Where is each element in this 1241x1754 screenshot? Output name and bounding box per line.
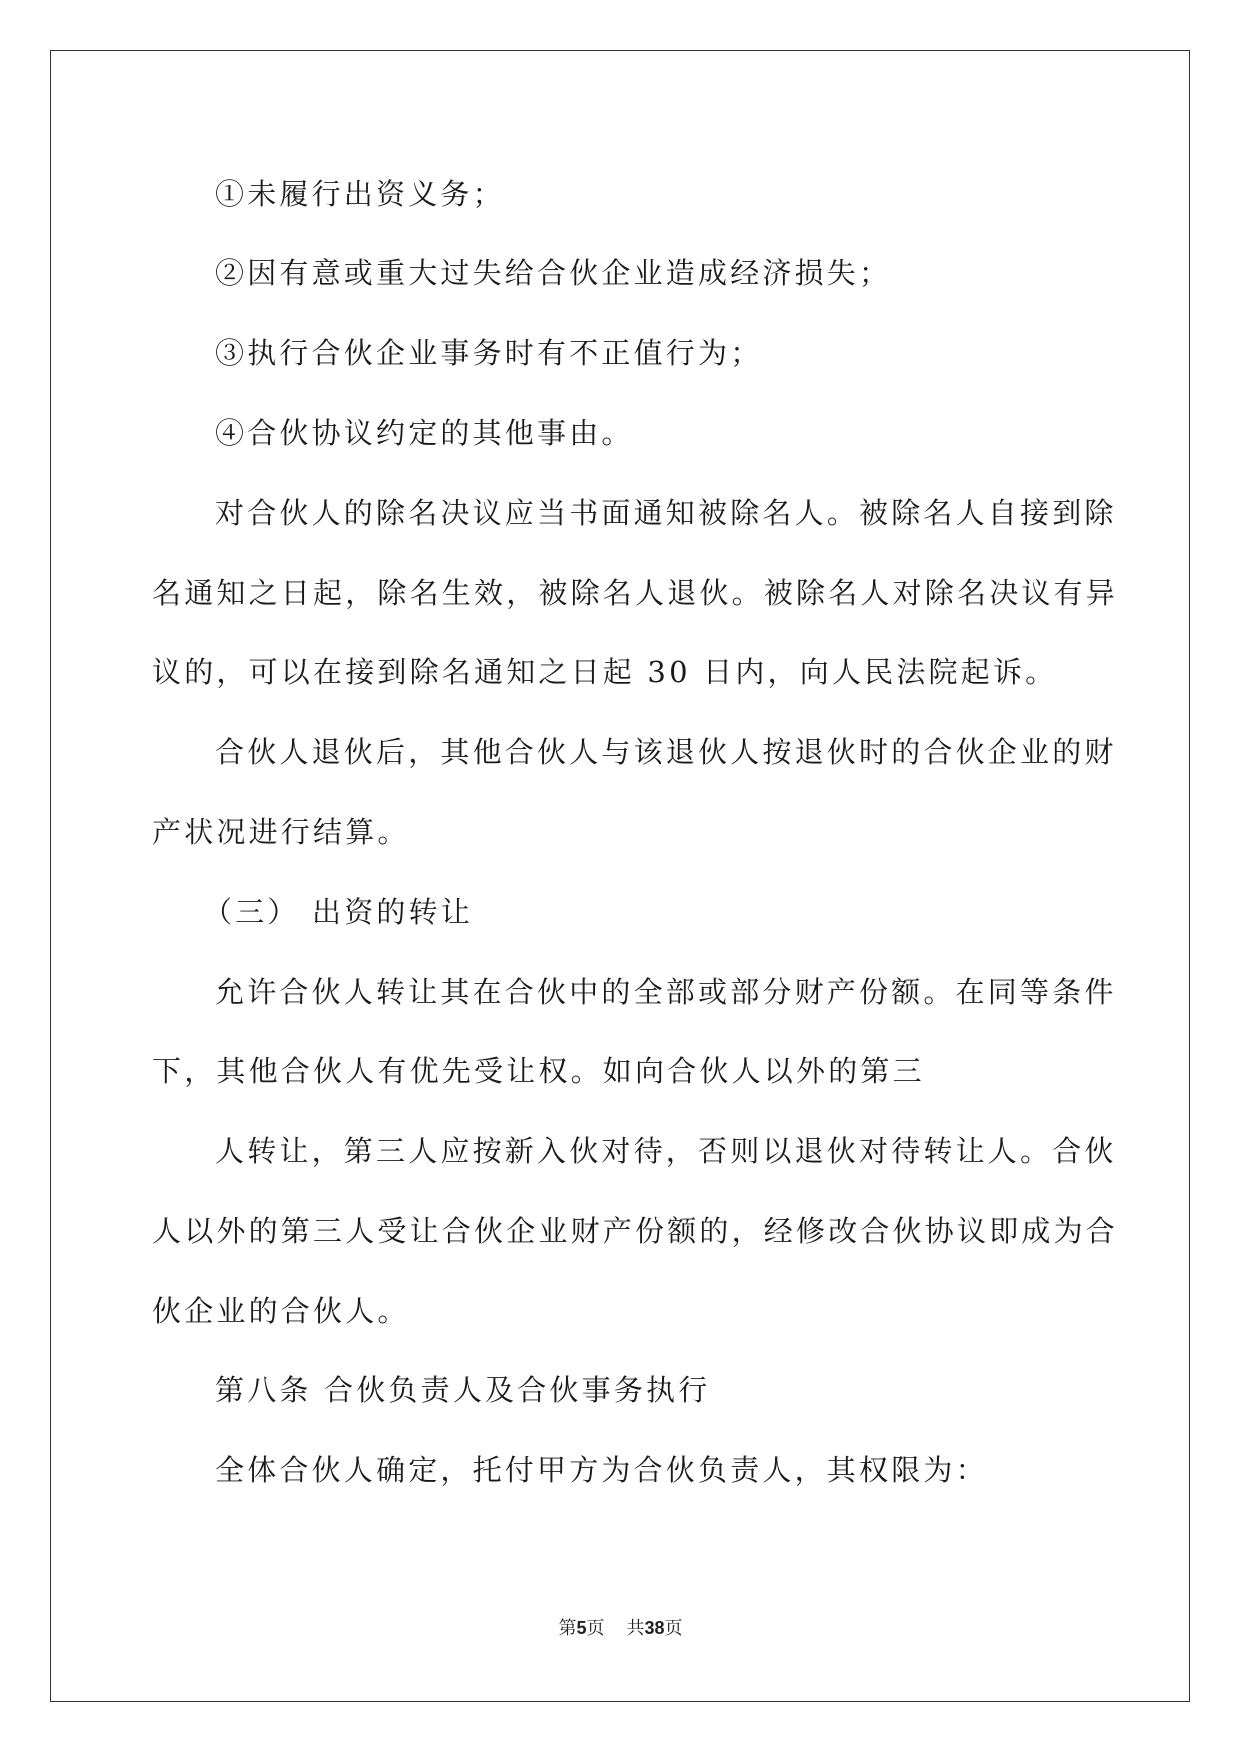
footer-page-prefix: 第 — [558, 1618, 577, 1639]
paragraph-line: 人以外的第三人受让合伙企业财产份额的，经修改合伙协议即成为合 — [152, 1214, 1119, 1248]
footer-page-suffix: 页 — [586, 1618, 605, 1639]
paragraph-line: 对合伙人的除名决议应当书面通知被除名人。被除名人自接到除 — [215, 496, 1117, 530]
paragraph-line: 全体合伙人确定，托付甲方为合伙负责人，其权限为： — [215, 1453, 988, 1487]
section-heading: （三） 出资的转让 — [203, 895, 474, 929]
paragraph-line: 下，其他合伙人有优先受让权。如向合伙人以外的第三 — [152, 1054, 925, 1088]
paragraph-line: 人转让，第三人应按新入伙对待，否则以退伙对待转让人。合伙 — [215, 1134, 1117, 1168]
list-item-1: ①未履行出资义务； — [215, 177, 505, 211]
paragraph-line: 允许合伙人转让其在合伙中的全部或部分财产份额。在同等条件 — [215, 975, 1117, 1009]
list-item-2: ②因有意或重大过失给合伙企业造成经济损失； — [215, 256, 892, 290]
footer-total-prefix: 共 — [626, 1618, 645, 1639]
article-heading: 第八条 合伙负责人及合伙事务执行 — [215, 1373, 711, 1407]
paragraph-line: 合伙人退伙后，其他合伙人与该退伙人按退伙时的合伙企业的财 — [215, 735, 1117, 769]
footer-page-number: 5 — [576, 1618, 587, 1638]
list-item-4: ④合伙协议约定的其他事由。 — [215, 416, 634, 450]
footer-total-suffix: 页 — [664, 1618, 683, 1639]
paragraph-line: 议的，可以在接到除名通知之日起 30 日内，向人民法院起诉。 — [152, 655, 1058, 689]
footer-total-pages: 38 — [644, 1618, 665, 1638]
list-item-3: ③执行合伙企业事务时有不正值行为； — [215, 336, 763, 370]
paragraph-line: 伙企业的合伙人。 — [152, 1294, 410, 1328]
paragraph-line: 产状况进行结算。 — [152, 815, 410, 849]
page-footer — [0, 1616, 1241, 1641]
paragraph-line: 名通知之日起，除名生效，被除名人退伙。被除名人对除名决议有异 — [152, 576, 1119, 610]
